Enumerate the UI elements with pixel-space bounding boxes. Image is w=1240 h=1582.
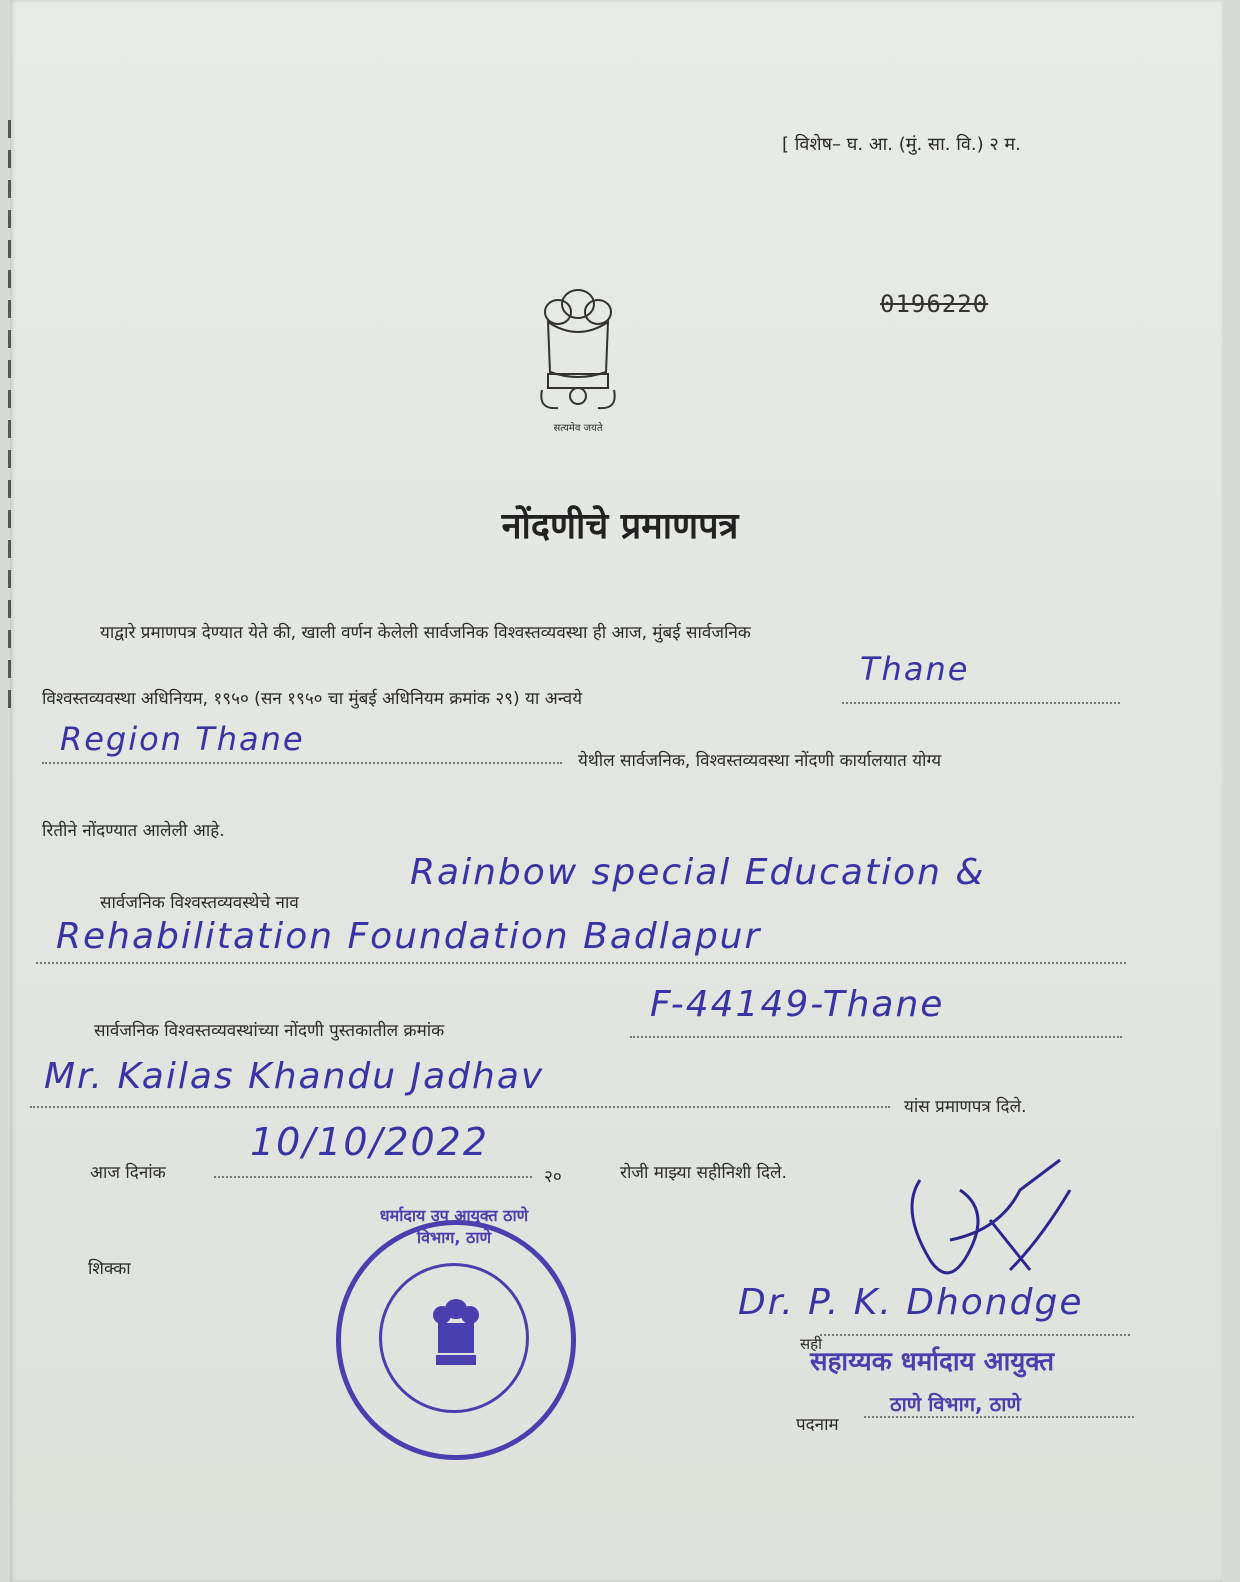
designation-label: पदनाम (796, 1415, 839, 1435)
seal-label: शिक्का (88, 1259, 131, 1279)
serial-number: 0196220 (880, 290, 989, 318)
body-line-1: याद्वारे प्रमाणपत्र देण्यात येते की, खाली वर्णन केलेली सार्वजनिक विश्वस्तव्यवस्था ही आज, मुंबई सार्वजनिक (100, 623, 751, 643)
body-line-4: रितीने नोंदण्यात आलेली आहे. (42, 821, 225, 841)
form-code: [ विशेष– घ. आ. (मुं. सा. वि.) २ म. (782, 134, 1021, 155)
sign-label: सही (800, 1335, 822, 1353)
seal-text: धर्मादाय उप आयुक्त ठाणे विभाग, ठाणे (379, 1206, 529, 1247)
date-suffix: रोजी माझ्या सहीनिशी दिले. (620, 1163, 787, 1183)
year-prefix: २० (544, 1167, 562, 1187)
date-label: आज दिनांक (90, 1163, 166, 1183)
office-handwritten-2: Region Thane (60, 720, 305, 758)
recipient-handwritten: Mr. Kailas Khandu Jadhav (44, 1056, 545, 1097)
reg-number-label: सार्वजनिक विश्वस्तव्यवस्थांच्या नोंदणी पुस्तकातील क्रमांक (94, 1021, 445, 1041)
trust-name-handwritten-2: Rehabilitation Foundation Badlapur (56, 916, 762, 957)
perforation-edge (8, 120, 11, 720)
date-handwritten: 10/10/2022 (250, 1120, 490, 1164)
body-line-3: येथील सार्वजनिक, विश्वस्तव्यवस्था नोंदणी कार्यालयात योग्य (578, 751, 942, 771)
body-line-2: विश्वस्तव्यवस्था अधिनियम, १९५० (सन १९५० चा मुंबई अधिनियम क्रमांक २९) या अन्वये (42, 689, 583, 709)
trust-name-handwritten-1: Rainbow special Education & (410, 852, 986, 893)
emblem-motto: सत्यमेव जयते (553, 423, 603, 434)
recipient-suffix: यांस प्रमाणपत्र दिले. (904, 1097, 1027, 1117)
signatory-handwritten: Dr. P. K. Dhondge (738, 1282, 1084, 1323)
official-round-seal (336, 1206, 576, 1460)
national-emblem-icon (528, 282, 628, 432)
signature-field-line (820, 1318, 1130, 1336)
office-handwritten-1: Thane (860, 650, 970, 688)
designation-stamp-line-2: ठाणे विभाग, ठाणे (890, 1392, 1021, 1416)
trust-name-label: सार्वजनिक विश्वस्तव्यवस्थेचे नाव (100, 893, 299, 913)
designation-stamp-line-1: सहाय्यक धर्मादाय आयुक्त (810, 1347, 1055, 1377)
certificate-title: नोंदणीचे प्रमाणपत्र (501, 506, 739, 547)
reg-number-handwritten: F-44149-Thane (650, 984, 945, 1025)
